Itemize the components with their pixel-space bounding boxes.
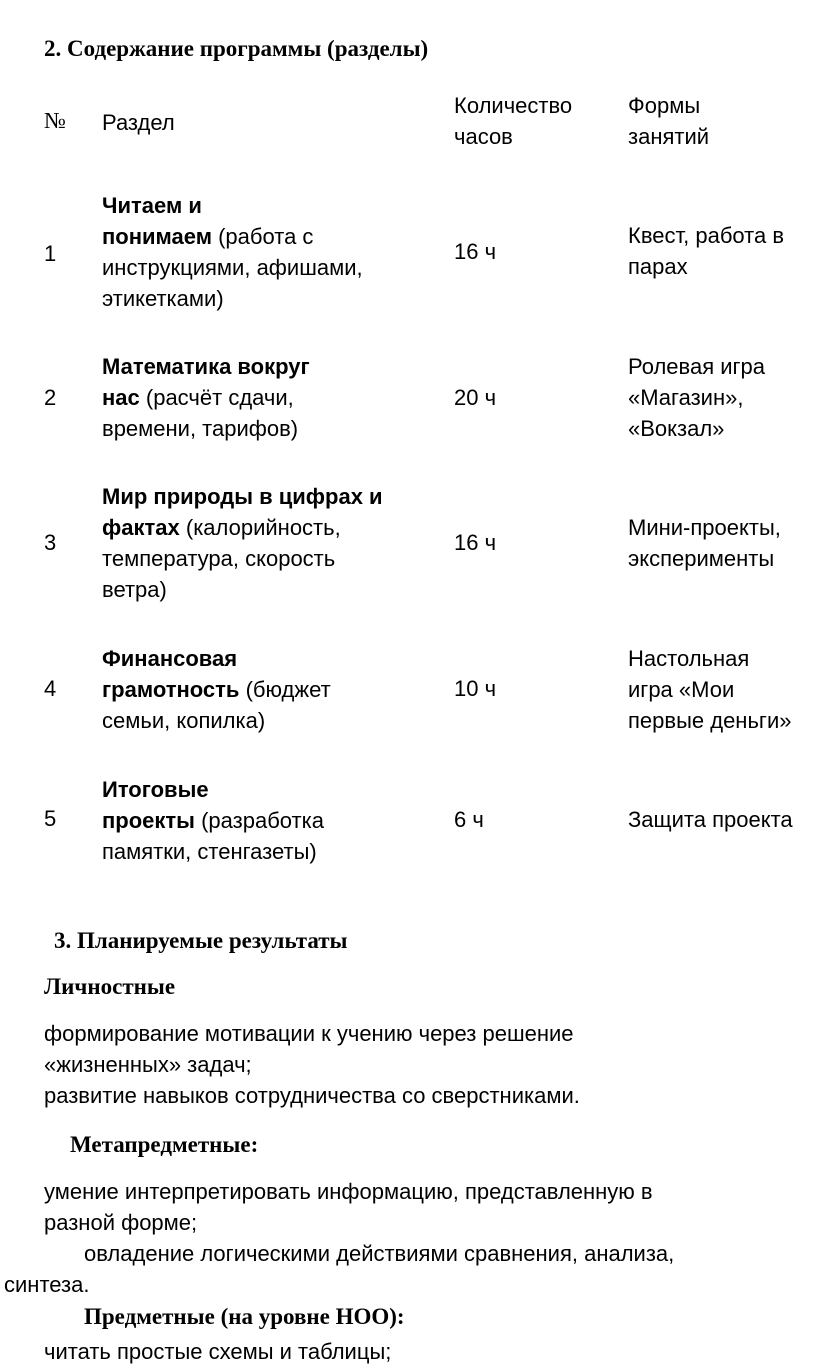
personal-heading: Личностные: [44, 974, 176, 999]
section2-title: 2. Содержание программы (разделы): [44, 36, 429, 61]
row-hours: 6 ч: [454, 807, 484, 832]
row-num: 2: [44, 385, 57, 410]
row-section: Читаем и понимаем (работа с инструкциями, афишами, этикетками): [102, 193, 363, 311]
row-hours: 20 ч: [454, 385, 497, 410]
row-forms: Мини-проекты, эксперименты: [628, 515, 781, 571]
personal-list: формирование мотивации к учению через решение «жизненных» задач; развитие навыков сотрудничества со сверстниками.: [44, 1021, 580, 1108]
row-section: Итоговые проекты (разработка памятки, стенгазеты): [102, 777, 324, 864]
row-forms: Защита проекта: [628, 807, 793, 832]
meta-line-2: разной форме;: [44, 1210, 198, 1235]
meta-heading: Метапредметные:: [70, 1132, 259, 1157]
row-hours: 16 ч: [454, 530, 497, 555]
row-num: 5: [44, 806, 57, 831]
row-num: 4: [44, 676, 57, 701]
header-num: №: [44, 108, 66, 133]
row-section: Финансовая грамотность (бюджет семьи, копилка): [102, 646, 331, 733]
row-hours: 10 ч: [454, 676, 497, 701]
meta-line-3: овладение логическими действиями сравнения, анализа,: [84, 1241, 675, 1266]
header-section: Раздел: [102, 110, 175, 135]
section3-title: 3. Планируемые результаты: [54, 928, 348, 953]
meta-line-1: умение интерпретировать информацию, представленную в: [44, 1179, 653, 1204]
row-num: 3: [44, 530, 57, 555]
row-hours: 16 ч: [454, 239, 497, 264]
subject-line-1: читать простые схемы и таблицы;: [44, 1339, 392, 1364]
row-forms: Ролевая игра «Магазин», «Вокзал»: [628, 354, 766, 441]
row-forms: Настольная игра «Мои первые деньги»: [628, 646, 792, 733]
row-section: Математика вокруг нас (расчёт сдачи, времени, тарифов): [102, 354, 310, 441]
subject-heading: Предметные (на уровне НОО):: [84, 1304, 405, 1329]
header-hours: Количество часов: [454, 93, 573, 149]
row-forms: Квест, работа в парах: [628, 223, 785, 279]
meta-line-4: синтеза.: [4, 1272, 90, 1297]
header-forms: Формы занятий: [628, 93, 710, 149]
row-section: Мир природы в цифрах и фактах (калорийность, температура, скорость ветра): [102, 484, 383, 602]
row-num: 1: [44, 241, 57, 266]
